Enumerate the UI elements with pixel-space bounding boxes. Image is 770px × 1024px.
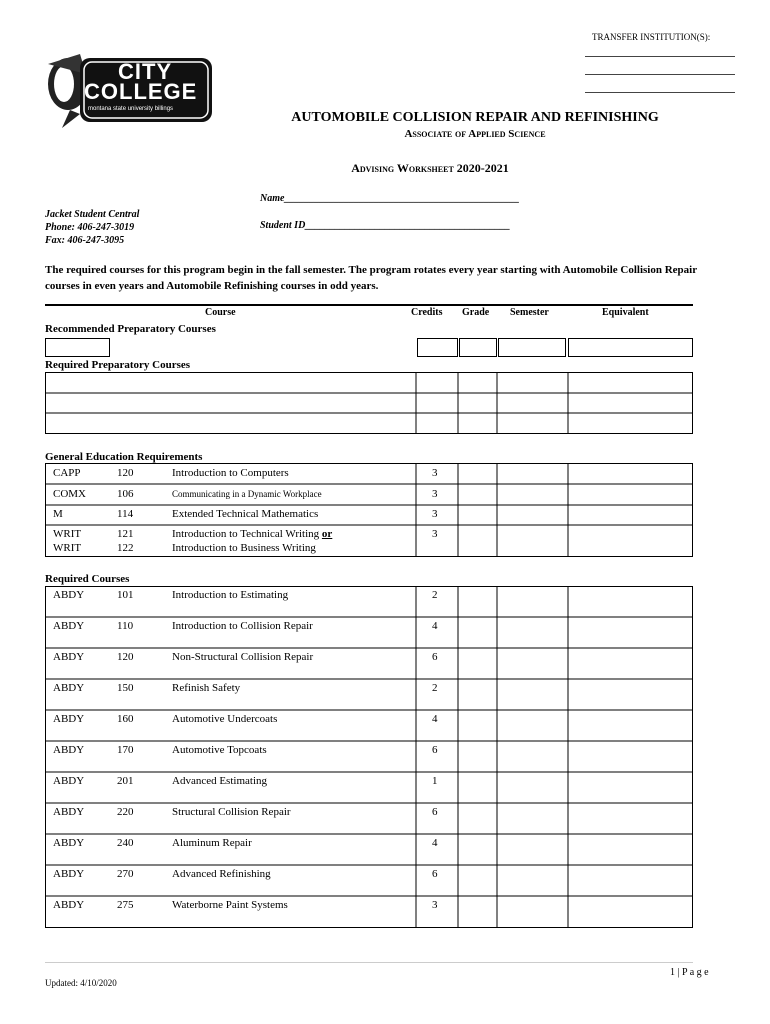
req-credits: 6 — [432, 651, 438, 663]
section-recommended-preparatory: Recommended Preparatory Courses — [45, 323, 216, 335]
req-credits: 2 — [432, 682, 438, 694]
gen-ed-credits: 3 — [432, 488, 438, 500]
name-field[interactable]: Name_______________________________________________ — [260, 193, 520, 204]
intro-paragraph: The required courses for this program begin in the fall semester. The program rotates every year starting with Automobile Collision Repair courses in even years and Automobile Refinishing courses in odd years. — [45, 264, 697, 292]
transfer-line[interactable] — [585, 92, 735, 93]
gen-ed-title: Extended Technical Mathematics — [172, 508, 319, 520]
req-credits: 3 — [432, 899, 438, 911]
writ-title-2: Introduction to Business Writing — [172, 542, 316, 554]
req-title: Advanced Estimating — [172, 775, 268, 787]
req-credits: 1 — [432, 775, 438, 787]
footer-rule — [45, 962, 693, 963]
req-prefix: ABDY — [53, 589, 85, 601]
rec-prep-grade-box[interactable] — [459, 338, 497, 357]
transfer-line[interactable] — [585, 74, 735, 75]
req-prefix: ABDY — [53, 682, 85, 694]
fax-number: Fax: 406-247-3095 — [45, 235, 125, 246]
req-number: 275 — [117, 899, 134, 911]
gen-ed-prefix: COMX — [53, 488, 87, 500]
rec-prep-course-box[interactable] — [45, 338, 110, 357]
writ-title-1-text: Introduction to Technical Writing — [172, 528, 320, 540]
req-credits: 4 — [432, 620, 438, 632]
req-title: Automotive Undercoats — [172, 713, 278, 725]
req-title: Aluminum Repair — [172, 837, 252, 849]
req-title: Advanced Refinishing — [172, 868, 271, 880]
degree-subtitle: Associate of Applied Science — [404, 128, 546, 140]
transfer-institution-label: TRANSFER INSTITUTION(S): — [592, 32, 711, 42]
col-header-credits: Credits — [411, 307, 443, 318]
gen-ed-number: 120 — [117, 467, 134, 479]
section-required-courses: Required Courses — [45, 573, 130, 585]
req-number: 110 — [117, 620, 134, 632]
col-header-course: Course — [205, 307, 236, 318]
gen-ed-grid-lines — [45, 463, 693, 557]
req-prefix: ABDY — [53, 806, 85, 818]
gen-ed-number: 106 — [117, 488, 134, 500]
req-credits: 6 — [432, 868, 438, 880]
req-number: 160 — [117, 713, 134, 725]
rec-prep-equivalent-box[interactable] — [568, 338, 693, 357]
req-number: 120 — [117, 651, 134, 663]
writ-number-2: 122 — [117, 542, 134, 554]
logo-line-city: CITY — [118, 59, 173, 84]
gen-ed-number: 114 — [117, 508, 134, 520]
req-number: 150 — [117, 682, 134, 694]
gen-ed-credits: 3 — [432, 508, 438, 520]
office-name: Jacket Student Central — [45, 209, 140, 220]
writ-or: or — [321, 528, 333, 540]
gen-ed-prefix: CAPP — [53, 467, 81, 479]
req-credits: 6 — [432, 744, 438, 756]
gen-ed-prefix: M — [53, 508, 63, 520]
req-title: Waterborne Paint Systems — [172, 899, 288, 911]
req-title: Introduction to Collision Repair — [172, 620, 313, 632]
req-credits: 4 — [432, 837, 438, 849]
col-header-semester: Semester — [510, 307, 549, 318]
writ-number-1: 121 — [117, 528, 134, 540]
req-number: 240 — [117, 837, 134, 849]
req-title: Structural Collision Repair — [172, 806, 291, 818]
req-prefix: ABDY — [53, 713, 85, 725]
section-general-education: General Education Requirements — [45, 451, 203, 463]
logo-line-college: COLLEGE — [84, 79, 198, 104]
req-number: 220 — [117, 806, 134, 818]
req-title: Introduction to Estimating — [172, 589, 289, 601]
req-number: 170 — [117, 744, 134, 756]
contact-block — [45, 208, 139, 247]
req-prefix: ABDY — [53, 868, 85, 880]
req-number: 201 — [117, 775, 134, 787]
writ-credits: 3 — [432, 528, 438, 540]
updated-date: Updated: 4/10/2020 — [45, 978, 117, 988]
gen-ed-title: Introduction to Computers — [172, 467, 289, 479]
rec-prep-credits-box[interactable] — [417, 338, 458, 357]
req-prefix: ABDY — [53, 744, 85, 756]
req-credits: 2 — [432, 589, 438, 601]
col-header-equivalent: Equivalent — [602, 307, 649, 318]
gen-ed-grid — [45, 463, 693, 557]
req-prefix: ABDY — [53, 620, 85, 632]
req-title: Refinish Safety — [172, 682, 241, 694]
writ-prefix-2: WRIT — [53, 542, 82, 554]
col-header-grade: Grade — [462, 307, 490, 318]
required-prep-grid-lines — [45, 372, 693, 434]
req-title: Automotive Topcoats — [172, 744, 267, 756]
gen-ed-title: Communicating in a Dynamic Workplace — [172, 489, 322, 499]
required-grid-lines — [45, 586, 693, 928]
req-prefix: ABDY — [53, 651, 85, 663]
req-number: 101 — [117, 589, 134, 601]
req-credits: 4 — [432, 713, 438, 725]
req-prefix: ABDY — [53, 775, 85, 787]
transfer-line[interactable] — [585, 56, 735, 57]
req-prefix: ABDY — [53, 899, 85, 911]
writ-title-1 — [172, 528, 332, 540]
page-number: 1 | P a g e — [670, 967, 709, 978]
req-number: 270 — [117, 868, 134, 880]
phone-number: Phone: 406-247-3019 — [45, 222, 135, 233]
header-rule — [45, 304, 693, 306]
gen-ed-credits: 3 — [432, 467, 438, 479]
req-credits: 6 — [432, 806, 438, 818]
writ-prefix-1: WRIT — [53, 528, 82, 540]
req-title: Non-Structural Collision Repair — [172, 651, 314, 663]
required-prep-grid — [45, 372, 693, 434]
student-id-field[interactable]: Student ID_________________________________________ — [260, 220, 511, 231]
req-prefix: ABDY — [53, 837, 85, 849]
rec-prep-semester-box[interactable] — [498, 338, 566, 357]
section-required-preparatory: Required Preparatory Courses — [45, 359, 191, 371]
required-grid — [45, 586, 693, 928]
program-title: AUTOMOBILE COLLISION REPAIR AND REFINISHING — [291, 110, 659, 125]
worksheet-title: Advising Worksheet 2020-2021 — [351, 161, 509, 175]
logo-line-msub: montana state university billings — [88, 106, 174, 112]
